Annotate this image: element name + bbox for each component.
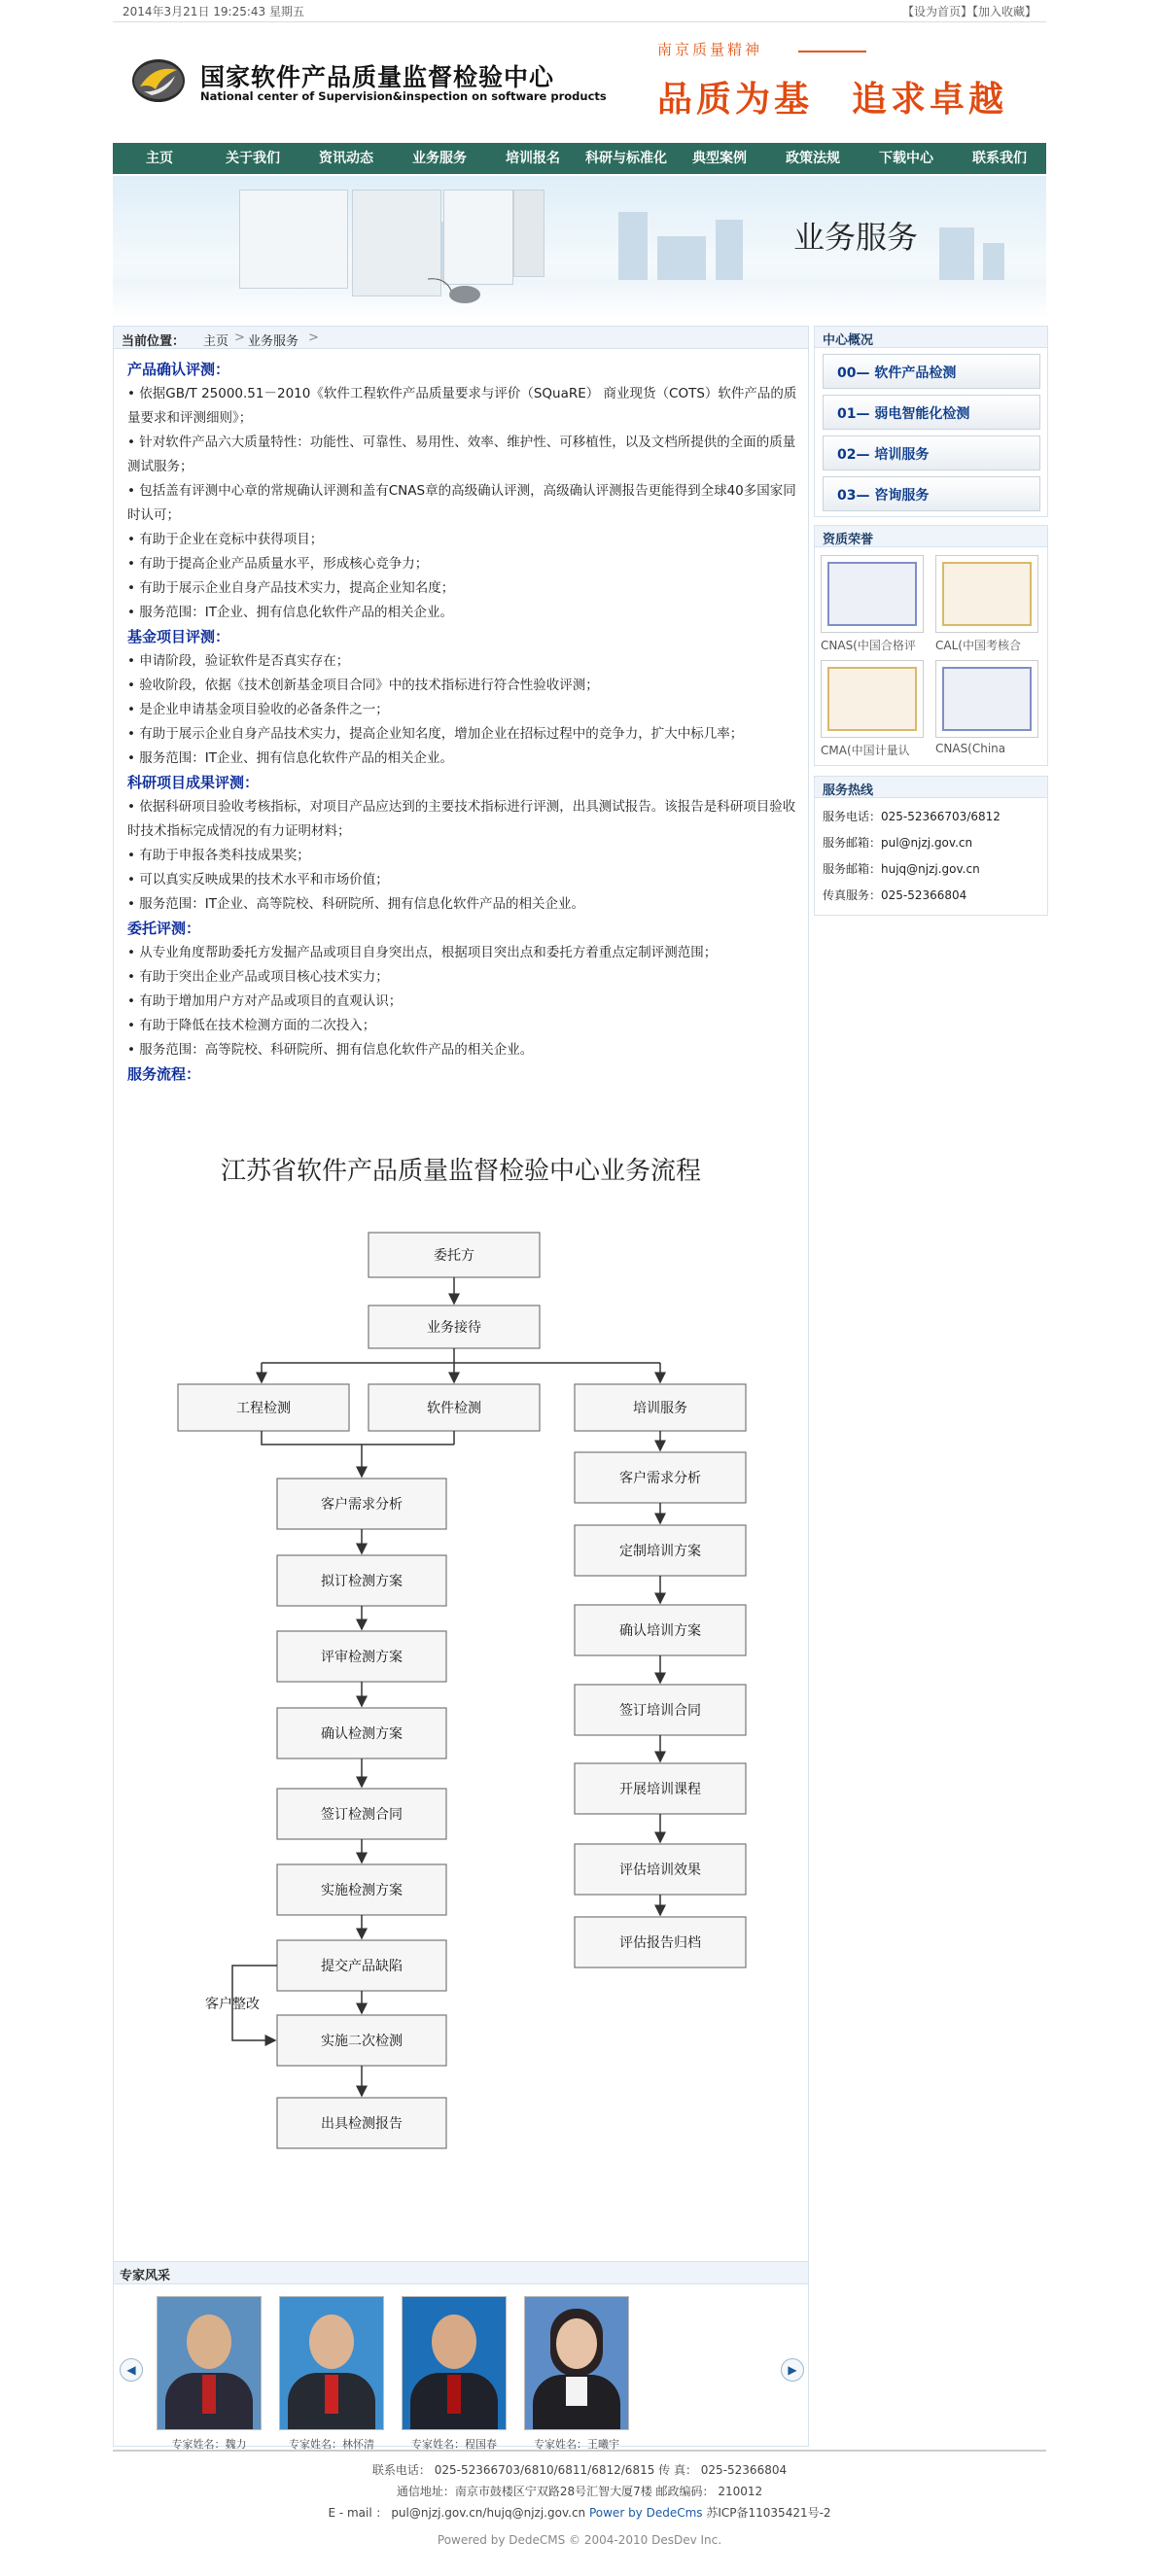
site-footer [113, 2450, 1046, 2568]
sidebar-hotline [814, 776, 1048, 916]
svg-text:培训服务: 培训服务 [633, 1401, 687, 1416]
section-title: 产品确认评测： [127, 361, 230, 378]
flowchart-title: 江苏省软件产品质量监督检验中心业务流程 [220, 1157, 701, 1186]
flow-box-right-step [575, 1452, 746, 1503]
sidebar-overview-title: 中心概况 [823, 333, 874, 348]
svg-text:确认培训方案: 确认培训方案 [619, 1623, 701, 1639]
section-item: • 可以真实反映成果的技术水平和市场价值； [127, 872, 389, 888]
nav-contact[interactable]: 联系我们 [972, 151, 1027, 166]
hotline-email[interactable]: 服务邮箱：hujq@njzj.gov.cn [823, 862, 980, 876]
footer-powered-link[interactable]: Power by DedeCms [588, 2506, 703, 2520]
section-title: 服务流程： [127, 1065, 201, 1083]
flow-box-left-step [277, 2098, 446, 2148]
certificate-caption[interactable]: CMA(中国计量认 [821, 744, 910, 757]
svg-text:评估报告归档: 评估报告归档 [619, 1935, 701, 1951]
svg-text:实施二次检测: 实施二次检测 [321, 2034, 403, 2049]
footer-copyright: Powered by DedeCMS © 2004-2010 DesDev Inc. [437, 2533, 722, 2547]
service-label: 02— 培训服务 [837, 447, 930, 463]
flow-box-right-step [575, 1917, 746, 1967]
nav-training[interactable]: 培训报名 [506, 151, 560, 166]
hotline-email[interactable]: 服务邮箱：pul@njzj.gov.cn [823, 836, 973, 850]
set-home-link[interactable]: 【设为首页】 [901, 5, 972, 18]
flow-rectify-label: 客户整改 [205, 1997, 260, 2012]
certificate-image[interactable] [935, 555, 1038, 633]
flow-box-right-step [575, 1685, 746, 1735]
service-label: 01— 弱电智能化检测 [837, 406, 970, 422]
current-datetime: 2014年3月21日 19:25:43 星期五 [123, 5, 304, 18]
sidebar-hotline-title: 服务热线 [823, 783, 874, 798]
mouse-icon [426, 275, 484, 306]
certificate-image[interactable] [821, 555, 924, 633]
expert-photo[interactable] [157, 2296, 262, 2430]
certificate-image[interactable] [935, 660, 1038, 738]
flow-connector [262, 1431, 454, 1445]
footer-email-line [113, 2502, 1046, 2524]
svg-text:评估培训效果: 评估培训效果 [619, 1862, 701, 1878]
svg-text:评审检测方案: 评审检测方案 [321, 1650, 403, 1665]
footer-contact: 联系电话： 025-52366703/6810/6811/6812/6815 传 真： 025-52366804 [371, 2463, 788, 2477]
site-name-cn: 国家软件产品质量监督检验中心 [200, 63, 555, 91]
flow-box-entrust [369, 1233, 540, 1277]
banner-title: 业务服务 [793, 219, 919, 256]
page-banner [113, 176, 1046, 319]
footer-address: 通信地址：南京市鼓楼区宁双路28号汇智大厦7楼 邮政编码： 210012 [396, 2485, 763, 2498]
svg-text:委托方: 委托方 [434, 1248, 474, 1264]
section-item: • 从专业角度帮助委托方发掘产品或项目自身突出点，根据项目突出点和委托方着重点定制评测范围； [127, 945, 718, 960]
svg-text:确认检测方案: 确认检测方案 [321, 1726, 403, 1742]
expert-photo[interactable] [524, 2296, 629, 2430]
nav-services[interactable]: 业务服务 [412, 151, 467, 166]
svg-text:定制培训方案: 定制培训方案 [619, 1544, 701, 1559]
experts-title: 专家风采 [120, 2269, 171, 2283]
nav-cases[interactable]: 典型案例 [692, 151, 747, 166]
svg-text:提交产品缺陷: 提交产品缺陷 [321, 1959, 403, 1974]
service-item-training[interactable] [823, 435, 1040, 470]
sidebar-honors [814, 525, 1048, 766]
logo-icon [130, 54, 187, 107]
banner-screen [513, 190, 544, 277]
svg-text:出具检测报告: 出具检测报告 [321, 2116, 403, 2132]
site-name-en: National center of Supervision&inspection on software products [200, 89, 607, 103]
flow-box-left-step [277, 1864, 446, 1915]
certificate-caption[interactable]: CNAS(中国合格评 [821, 639, 916, 652]
top-bar [113, 0, 1046, 22]
main-content [113, 326, 809, 2451]
slogan-divider [798, 51, 866, 52]
service-item-consulting[interactable] [823, 476, 1040, 511]
flow-box-reception [369, 1305, 540, 1348]
breadcrumb-separator: > [308, 331, 319, 345]
certificate-image[interactable] [821, 660, 924, 738]
svg-text:工程检测: 工程检测 [236, 1401, 291, 1416]
svg-text:开展培训课程: 开展培训课程 [619, 1782, 701, 1797]
section-item: • 依据科研项目验收考核指标，对项目产品应达到的主要技术指标进行评测，出具测试报告。该报告是科研项目验收时技术指标完成情况的有力证明材料； [127, 799, 796, 839]
expert-caption: 专家姓名：魏力 [171, 2438, 247, 2451]
flow-box-left-step [277, 1479, 446, 1529]
service-item-software-test[interactable] [823, 354, 1040, 389]
flow-box-left-step [277, 1708, 446, 1758]
flow-box-engineering-test [178, 1384, 349, 1431]
add-favorite-link[interactable]: 【加入收藏】 [971, 5, 1036, 18]
flow-box-right-step [575, 1763, 746, 1814]
banner-building [618, 212, 648, 290]
flow-box-software-test [369, 1384, 540, 1431]
section-item: • 有助于突出企业产品或项目核心技术实力； [127, 969, 389, 985]
sidebar-honors-header [815, 526, 1047, 547]
section-item: • 有助于降低在技术检测方面的二次投入； [127, 1018, 376, 1033]
service-label: 00— 软件产品检测 [837, 366, 957, 381]
section-item: • 有助于企业在竞标中获得项目； [127, 532, 324, 547]
expert-caption: 专家姓名：王曦宇 [534, 2438, 619, 2451]
certificate-caption[interactable]: CNAS(China [935, 742, 1006, 755]
section-item: • 有助于展示企业自身产品技术实力，提高企业知名度； [127, 580, 455, 596]
flow-box-left-step [277, 1789, 446, 1839]
svg-text:实施检测方案: 实施检测方案 [321, 1883, 403, 1898]
flow-box-left-step [277, 2015, 446, 2066]
nav-policy[interactable]: 政策法规 [786, 151, 840, 166]
expert-photo[interactable] [279, 2296, 384, 2430]
svg-text:签订检测合同: 签订检测合同 [321, 1807, 403, 1823]
svg-text:业务接待: 业务接待 [427, 1320, 481, 1336]
svg-text:软件检测: 软件检测 [427, 1401, 481, 1416]
hotline-phone: 服务电话：025-52366703/6812 [823, 810, 1001, 823]
section-title: 科研项目成果评测： [127, 774, 260, 791]
section-item: • 服务范围：IT企业、拥有信息化软件产品的相关企业。 [127, 750, 453, 766]
nav-about[interactable]: 关于我们 [226, 151, 280, 166]
section-item: • 申请阶段，验证软件是否真实存在； [127, 653, 350, 669]
slogan-header: 南京质量精神 [657, 41, 763, 58]
section-item: • 验收阶段，依据《技术创新基金项目合同》中的技术指标进行符合性验收评测； [127, 678, 599, 693]
section-item: • 服务范围：IT企业、拥有信息化软件产品的相关企业。 [127, 605, 453, 620]
section-item: • 有助于展示企业自身产品技术实力，提高企业知名度，增加企业在招标过程中的竞争力，扩大中标几率； [127, 726, 744, 742]
section-item: • 服务范围：高等院校、科研院所、拥有信息化软件产品的相关企业。 [127, 1042, 534, 1058]
section-item: • 服务范围：IT企业、高等院校、科研院所、拥有信息化软件产品的相关企业。 [127, 896, 584, 912]
banner-screen [239, 190, 348, 289]
experts-section-header [114, 2261, 808, 2284]
experts-next-button[interactable]: ▶ [781, 2358, 804, 2382]
sidebar-overview [814, 326, 1048, 517]
expert-photo[interactable] [402, 2296, 507, 2430]
section-item: • 依据GB/T 25000.51－2010《软件工程软件产品质量要求与评价（SQuaRE） 商业现货（COTS）软件产品的质量要求和评测细则》； [127, 386, 797, 426]
nav-research[interactable]: 科研与标准化 [585, 151, 667, 166]
section-item: • 包括盖有评测中心章的常规确认评测和盖有CNAS章的高级确认评测，高级确认评测报告更能得到全球40多国家同时认可； [127, 483, 796, 523]
sidebar-honors-title: 资质荣誉 [823, 533, 874, 547]
flow-box-left-step [277, 1555, 446, 1606]
flow-box-left-step [277, 1631, 446, 1682]
section-title: 委托评测： [127, 920, 201, 937]
flow-box-right-step [575, 1605, 746, 1655]
expert-card[interactable] [524, 2296, 629, 2452]
service-label: 03— 咨询服务 [837, 488, 930, 504]
svg-text:签订培训合同: 签订培训合同 [619, 1703, 701, 1719]
footer-email: E - mail ： pul@njzj.gov.cn/hujq@njzj.gov.cn [328, 2506, 589, 2520]
flow-box-right-step [575, 1844, 746, 1895]
expert-card[interactable] [279, 2296, 384, 2452]
flow-box-right-step [575, 1525, 746, 1576]
slogan-left: 品质为基 [657, 79, 814, 120]
section-item: • 有助于提高企业产品质量水平，形成核心竞争力； [127, 556, 429, 572]
breadcrumb-prefix: 当前位置： [122, 334, 186, 349]
svg-text:客户需求分析: 客户需求分析 [321, 1497, 403, 1513]
section-item: • 针对软件产品六大质量特性：功能性、可靠性、易用性、效率、维护性、可移植性，以及文档所提供的全面的质量测试服务； [127, 435, 796, 474]
section-title: 基金项目评测： [127, 628, 230, 645]
service-item-smart-test[interactable] [823, 395, 1040, 430]
expert-caption: 专家姓名：程国春 [411, 2438, 497, 2451]
section-item: • 是企业申请基金项目验收的必备条件之一； [127, 702, 389, 717]
nav-download[interactable]: 下载中心 [879, 151, 933, 166]
flowchart [114, 327, 808, 2174]
banner-screen [443, 190, 513, 285]
flow-box-training [575, 1384, 746, 1431]
expert-card[interactable] [402, 2296, 507, 2452]
experts-prev-button[interactable]: ◀ [120, 2358, 143, 2382]
nav-news[interactable]: 资讯动态 [319, 151, 373, 166]
hotline-fax: 传真服务：025-52366804 [823, 888, 967, 902]
sidebar-hotline-header [815, 777, 1047, 798]
expert-card[interactable] [157, 2296, 262, 2452]
sidebar-overview-header [815, 327, 1047, 348]
site-header [113, 21, 1046, 140]
nav-home[interactable]: 主页 [146, 151, 173, 166]
top-links [902, 3, 1036, 19]
slogan-right: 追求卓越 [852, 79, 1008, 120]
svg-text:拟订检测方案: 拟订检测方案 [321, 1574, 403, 1589]
flow-box-left-step [277, 1940, 446, 1991]
expert-caption: 专家姓名：林怀清 [289, 2438, 374, 2451]
section-item: • 有助于增加用户方对产品或项目的直观认识； [127, 993, 403, 1009]
main-nav [113, 143, 1046, 174]
footer-icp: 苏ICP备11035421号-2 [702, 2506, 831, 2520]
breadcrumb-current[interactable]: 业务服务 [248, 334, 299, 349]
certificate-caption[interactable]: CAL(中国考核合 [935, 639, 1021, 652]
breadcrumb-home[interactable]: 主页 [203, 334, 229, 349]
section-item: • 有助于申报各类科技成果奖； [127, 848, 310, 863]
svg-text:客户需求分析: 客户需求分析 [619, 1471, 701, 1486]
breadcrumb-separator: > [234, 331, 245, 345]
